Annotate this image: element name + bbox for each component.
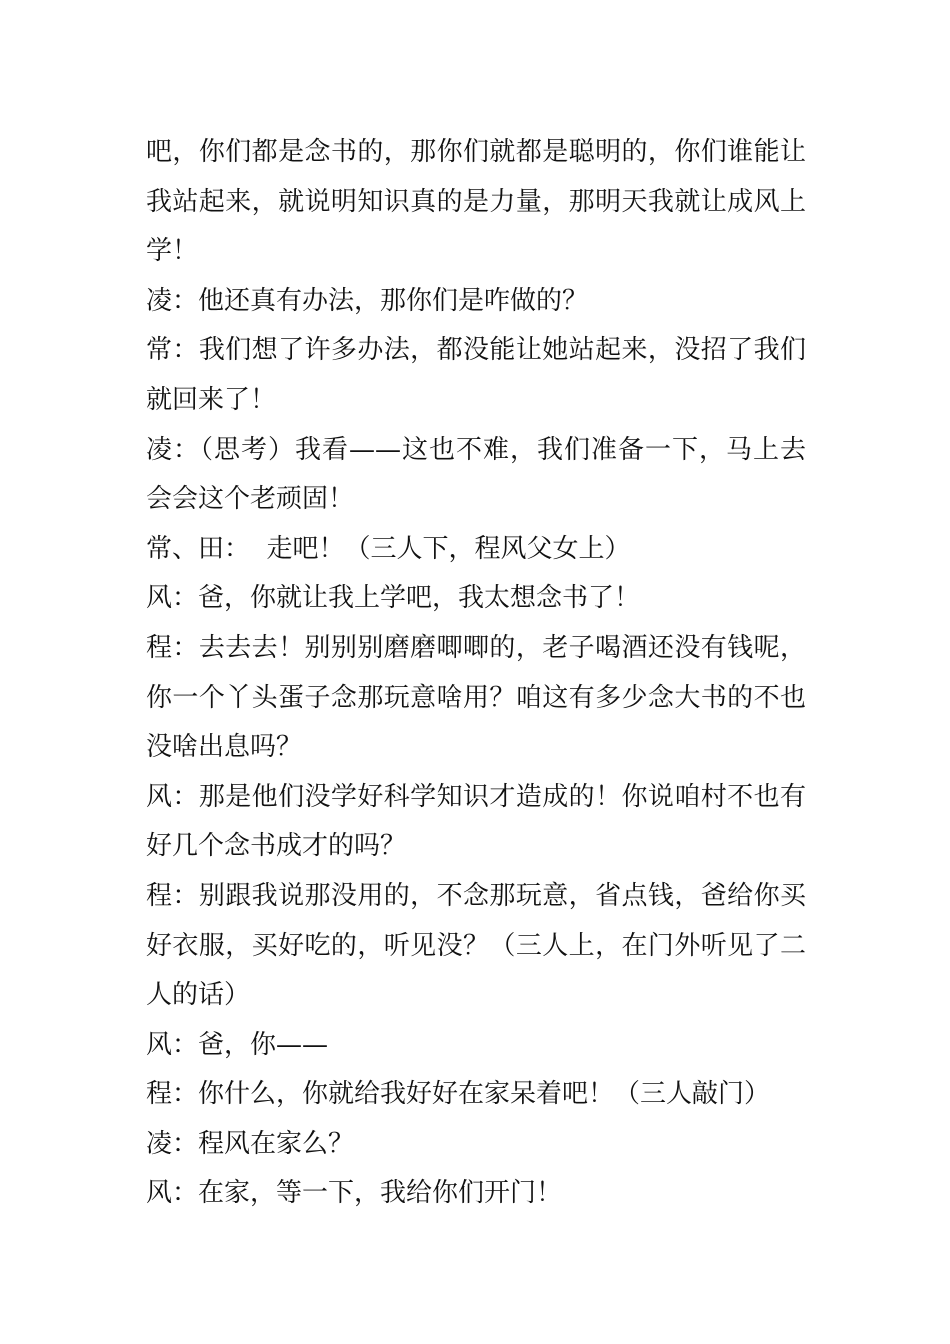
paragraph: 吧，你们都是念书的，那你们就都是聪明的，你们谁能让我站起来，就说明知识真的是力量，那明天我就让成风上学！ [146,137,806,267]
paragraph: 凌：他还真有办法，那你们是咋做的？ [146,285,589,316]
paragraph: 程：去去去！别别别磨磨唧唧的，老子喝酒还没有钱呢，你一个丫头蛋子念那玩意啥用？咱这有多少念大书的不也没啥出息吗？ [146,632,806,763]
paragraph: 常：我们想了许多办法，都没能让她站起来，没招了我们就回来了！ [146,335,806,415]
paragraph: 风：在家，等一下，我给你们开门！ [146,1178,563,1209]
paragraph: 风：爸，你—— [146,1029,329,1060]
paragraph: 凌：（思考）我看——这也不难，我们准备一下，马上去会会这个老顽固！ [146,434,806,515]
paragraph: 风：那是他们没学好科学知识才造成的！你说咱村不也有好几个念书成才的吗？ [146,781,806,862]
paragraph: 常、田： 走吧！（三人下，程风父女上） [146,533,631,564]
paragraph: 风：爸，你就让我上学吧，我太想念书了！ [146,583,641,614]
paragraph: 程：别跟我说那没用的，不念那玩意，省点钱，爸给你买好衣服，买好吃的，听见没？（三人上，在门外听见了二人的话） [146,880,806,1011]
paragraph: 凌：程风在家么？ [146,1128,355,1159]
script-text [146,128,806,1219]
paragraph: 程：你什么，你就给我好好在家呆着吧！（三人敲门） [146,1079,771,1110]
